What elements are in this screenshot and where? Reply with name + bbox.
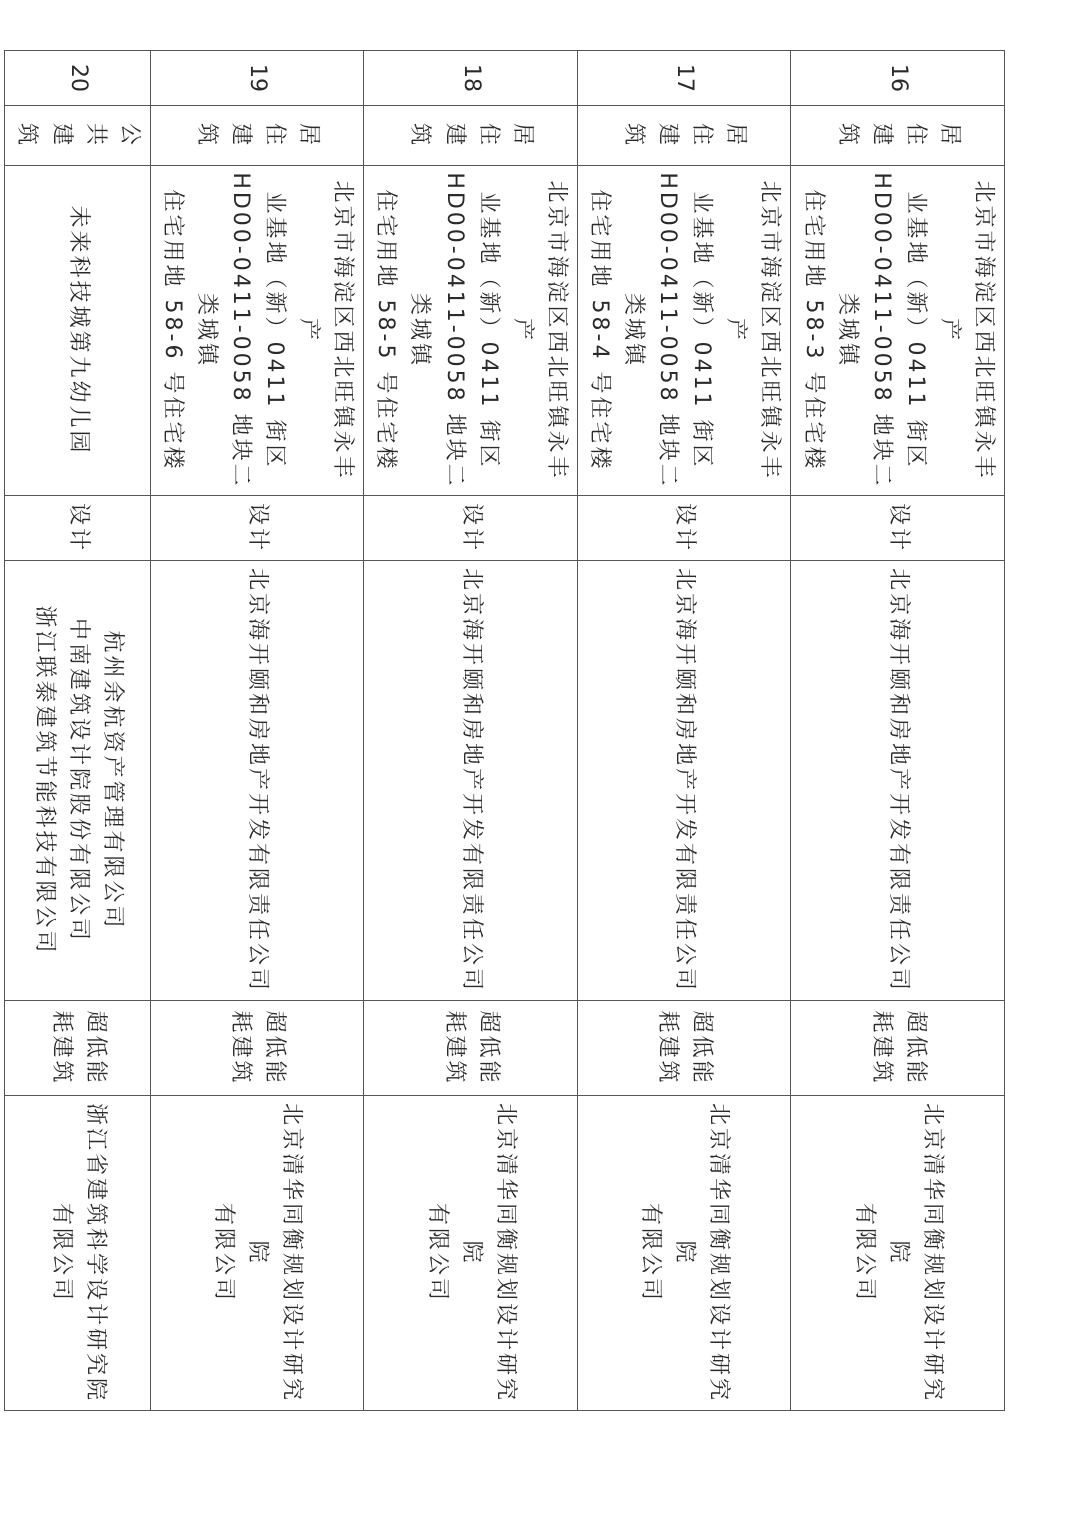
- builder: 杭州余杭资产管理有限公司 中南建筑设计院股份有限公司 浙江联泰建筑节能科技有限公司: [5, 561, 150, 1001]
- building-type: 居住 建筑: [791, 106, 1005, 166]
- project-name: 北京市海淀区西北旺镇永丰产 业基地（新）0411 街区 HD00-0411-0058 地块二类城镇 住宅用地 58-3 号住宅楼: [791, 166, 1005, 496]
- stage: 设计: [364, 496, 578, 561]
- stage: 设计: [791, 496, 1005, 561]
- consultant: 北京清华同衡规划设计研究院 有限公司: [364, 1096, 578, 1411]
- table-row: [5, 51, 150, 1411]
- consultant: 北京清华同衡规划设计研究院 有限公司: [791, 1096, 1005, 1411]
- certification-label: 超低能 耗建筑: [577, 1001, 791, 1096]
- row-number: 17: [577, 51, 791, 106]
- builder: 北京海开颐和房地产开发有限责任公司: [150, 561, 364, 1001]
- stage: 设计: [577, 496, 791, 561]
- project-name: 北京市海淀区西北旺镇永丰产 业基地（新）0411 街区 HD00-0411-0058 地块二类城镇 住宅用地 58-4 号住宅楼: [577, 166, 791, 496]
- table-row: [577, 51, 791, 1411]
- table-row: [150, 51, 364, 1411]
- project-name: 北京市海淀区西北旺镇永丰产 业基地（新）0411 街区 HD00-0411-0058 地块二类城镇 住宅用地 58-5 号住宅楼: [364, 166, 578, 496]
- building-type: 居住 建筑: [364, 106, 578, 166]
- consultant: 北京清华同衡规划设计研究院 有限公司: [577, 1096, 791, 1411]
- building-type: 公共 建筑: [5, 106, 150, 166]
- row-number: 18: [364, 51, 578, 106]
- builder: 北京海开颐和房地产开发有限责任公司: [791, 561, 1005, 1001]
- certification-label: 超低能 耗建筑: [5, 1001, 150, 1096]
- consultant: 浙江省建筑科学设计研究院 有限公司: [5, 1096, 150, 1411]
- project-name: 北京市海淀区西北旺镇永丰产 业基地（新）0411 街区 HD00-0411-0058 地块二类城镇 住宅用地 58-6 号住宅楼: [150, 166, 364, 496]
- certification-label: 超低能 耗建筑: [364, 1001, 578, 1096]
- stage: 设计: [5, 496, 150, 561]
- table-row: [364, 51, 578, 1411]
- building-type: 居住 建筑: [150, 106, 364, 166]
- projects-table: [4, 50, 1005, 1411]
- builder: 北京海开颐和房地产开发有限责任公司: [364, 561, 578, 1001]
- row-number: 16: [791, 51, 1005, 106]
- project-name: 未来科技城第九幼儿园: [5, 166, 150, 496]
- table-row: [791, 51, 1005, 1411]
- consultant: 北京清华同衡规划设计研究院 有限公司: [150, 1096, 364, 1411]
- row-number: 19: [150, 51, 364, 106]
- row-number: 20: [5, 51, 150, 106]
- building-type: 居住 建筑: [577, 106, 791, 166]
- certification-label: 超低能 耗建筑: [150, 1001, 364, 1096]
- certification-label: 超低能 耗建筑: [791, 1001, 1005, 1096]
- builder: 北京海开颐和房地产开发有限责任公司: [577, 561, 791, 1001]
- stage: 设计: [150, 496, 364, 561]
